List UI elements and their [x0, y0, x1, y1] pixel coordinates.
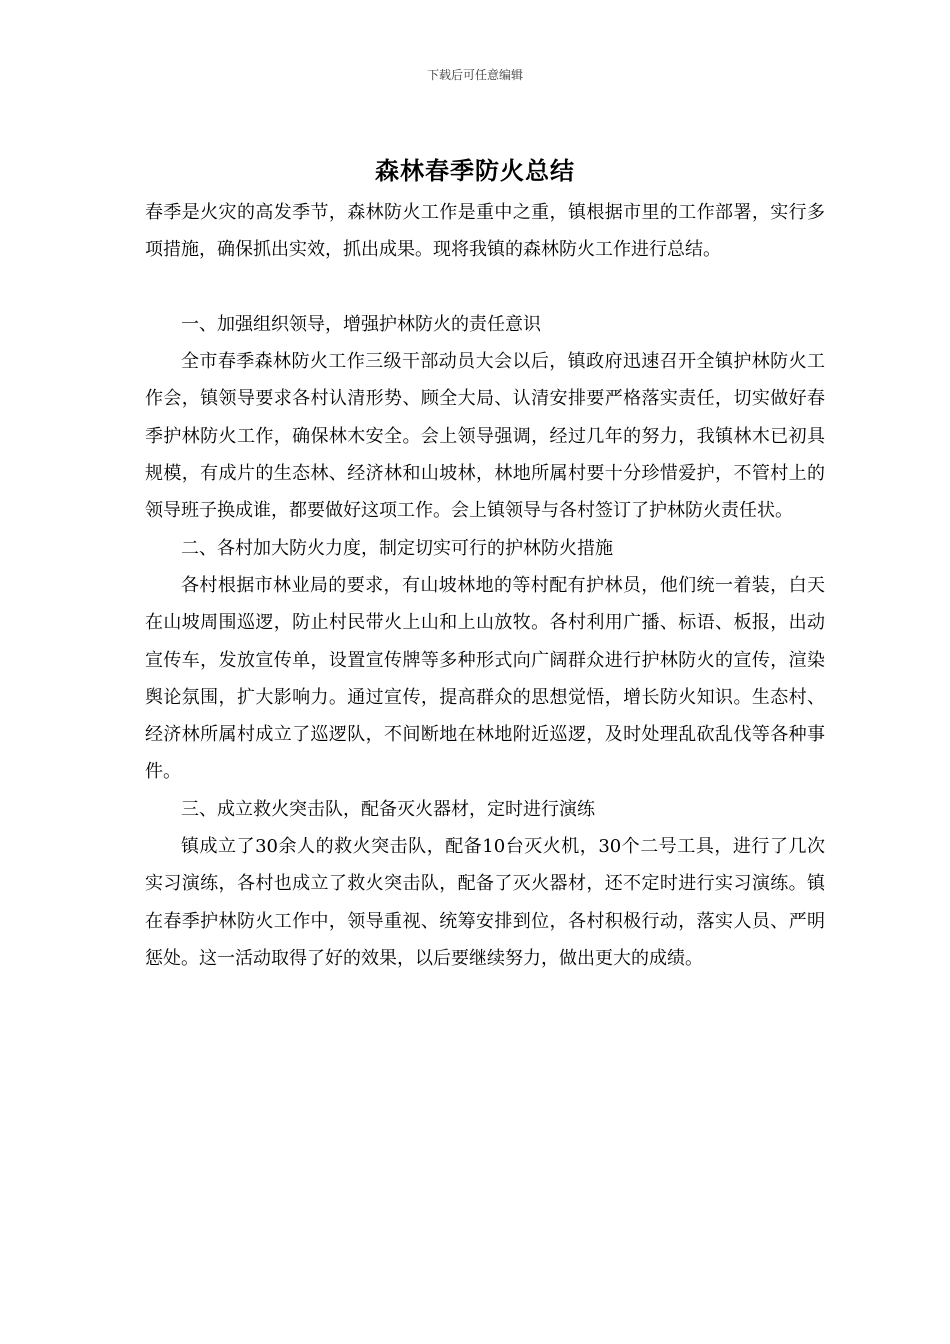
section-3-heading: 三、成立救火突击队，配备灭火器材，定时进行演练: [181, 798, 595, 820]
section-3-body: 镇成立了30余人的救火突击队，配备10台灭火机，30个二号工具，进行了几次实习演练，各村也成立了救火突击队，配备了灭火器材，还不定时进行实习演练。镇在春季护林防火工作中，领导重视、统筹安排到位，各村积极行动，落实人员、严明惩处。这一活动取得了好的效果，以后要继续努力，做出更大的成绩。: [145, 836, 825, 969]
document-title: 森林春季防火总结: [375, 156, 575, 185]
intro-paragraph: 春季是火灾的高发季节，森林防火工作是重中之重，镇根据市里的工作部署，实行多项措施，确保抓出实效，抓出成果。现将我镇的森林防火工作进行总结。: [145, 202, 825, 261]
header-note: 下载后可任意编辑: [426, 68, 523, 82]
section-2-body: 各村根据市林业局的要求，有山坡林地的等村配有护林员，他们统一着装，白天在山坡周围巡逻，防止村民带火上山和上山放牧。各村利用广播、标语、板报，出动宣传车，发放宣传单，设置宣传牌等多种形式向广阔群众进行护林防火的宣传，渲染舆论氛围，扩大影响力。通过宣传，提高群众的思想觉悟，增长防火知识。生态村、经济林所属村成立了巡逻队，不间断地在林地附近巡逻，及时处理乱砍乱伐等各种事件。: [145, 574, 825, 783]
section-1-body: 全市春季森林防火工作三级干部动员大会以后，镇政府迅速召开全镇护林防火工作会，镇领导要求各村认清形势、顾全大局、认清安排要严格落实责任，切实做好春季护林防火工作，确保林木安全。会上领导强调，经过几年的努力，我镇林木已初具规模，有成片的生态林、经济林和山坡林，林地所属村要十分珍惜爱护，不管村上的领导班子换成谁，都要做好这项工作。会上镇领导与各村签订了护林防火责任状。: [145, 351, 825, 522]
section-2-heading: 二、各村加大防火力度，制定切实可行的护林防火措施: [181, 537, 613, 559]
document-body: [145, 194, 825, 977]
paragraph-spacer: [145, 269, 825, 306]
section-1-heading: 一、加强组织领导，增强护林防火的责任意识: [181, 313, 541, 335]
